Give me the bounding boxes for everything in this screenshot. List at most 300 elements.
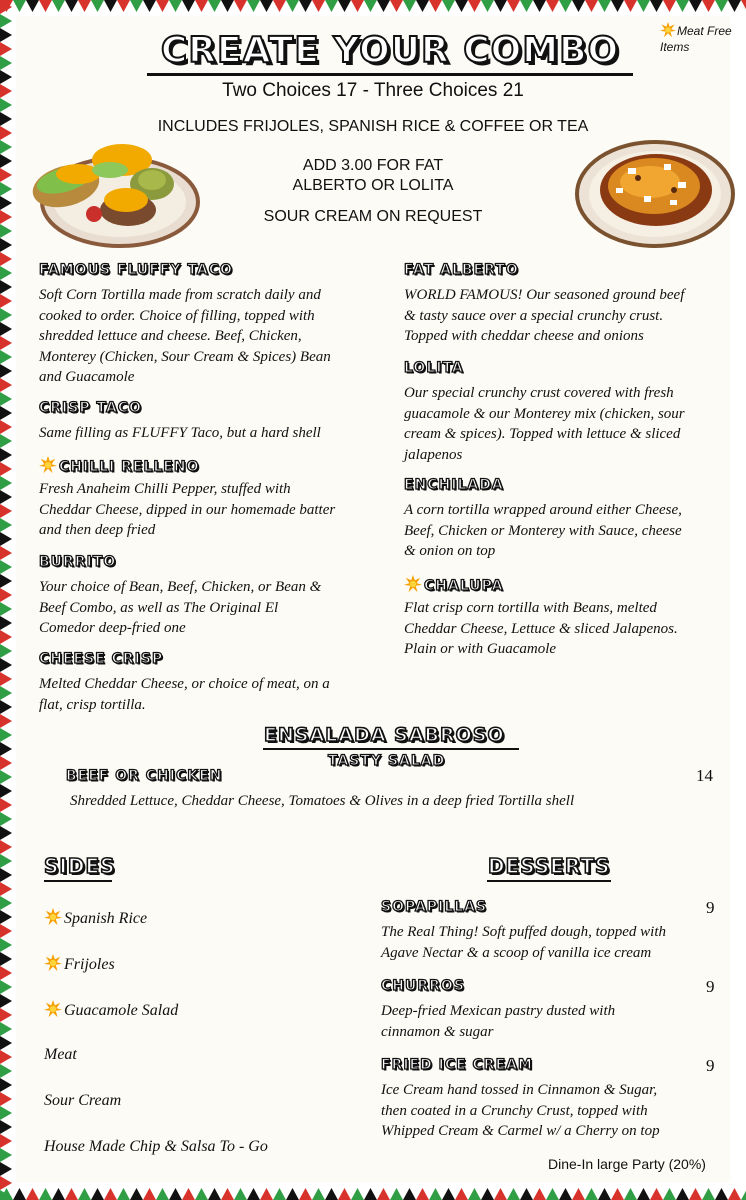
side-item-label: Meat [44, 1046, 77, 1063]
border-triangle [0, 686, 12, 700]
combo-item-name [39, 400, 142, 416]
border-triangle [260, 0, 273, 12]
border-triangle [299, 0, 312, 12]
dessert-price: 9 [706, 898, 715, 917]
border-triangle [598, 0, 611, 12]
explosion-burst-icon [44, 908, 62, 926]
border-triangle [234, 0, 247, 12]
border-triangle [0, 364, 12, 378]
border-triangle [26, 0, 39, 12]
desserts-title: DESSERTS [488, 854, 611, 878]
border-triangle [0, 14, 12, 28]
combo-item-description-line: cooked to order. Choice of filling, topped with [39, 307, 315, 324]
border-triangle [442, 0, 455, 12]
dessert-price: 9 [706, 1056, 715, 1075]
border-triangle [0, 518, 12, 532]
border-triangle [195, 1188, 208, 1200]
border-triangle [403, 1188, 416, 1200]
border-triangle [377, 1188, 390, 1200]
border-triangle [650, 0, 663, 12]
border-triangle [0, 1190, 12, 1200]
border-triangle [351, 1188, 364, 1200]
combo-item-description-line: Cheddar Cheese, dipped in our homemade batter [39, 501, 336, 518]
border-triangle [507, 0, 520, 12]
border-triangle [0, 742, 12, 756]
border-triangle [650, 1188, 663, 1200]
meat-free-legend-text: Meat Free Items [660, 24, 732, 54]
border-triangle [130, 0, 143, 12]
border-triangle [312, 0, 325, 12]
border-triangle [221, 1188, 234, 1200]
dessert-description-line: Ice Cream hand tossed in Cinnamon & Sugar, [381, 1082, 658, 1098]
combo-item-description [404, 285, 739, 347]
border-triangle [0, 266, 12, 280]
dessert-description [381, 1001, 721, 1042]
border-triangle [0, 350, 12, 364]
combo-item-name [39, 456, 200, 475]
border-triangle [741, 1188, 746, 1200]
border-triangle [0, 1162, 12, 1176]
side-item [44, 1138, 268, 1156]
border-triangle [0, 546, 12, 560]
border-triangle [104, 1188, 117, 1200]
border-triangle [65, 1188, 78, 1200]
dessert-description-line: cinnamon & sugar [381, 1023, 494, 1040]
border-triangle [390, 1188, 403, 1200]
border-triangle [0, 1120, 12, 1134]
side-item-label: Frijoles [64, 956, 115, 973]
border-triangle [468, 0, 481, 12]
border-triangle [572, 1188, 585, 1200]
combo-item-description [39, 577, 374, 639]
border-triangle [91, 1188, 104, 1200]
border-triangle [0, 588, 12, 602]
border-triangle [0, 392, 12, 406]
combo-item-name-text: BURRITO [39, 554, 117, 570]
combo-item-description [404, 598, 739, 660]
side-item [44, 1000, 178, 1020]
combo-item-name [39, 554, 116, 570]
border-triangle [364, 0, 377, 12]
border-triangle [0, 238, 12, 252]
dessert-description [381, 1080, 721, 1142]
border-triangle [234, 1188, 247, 1200]
border-triangle [546, 1188, 559, 1200]
border-triangle [663, 1188, 676, 1200]
sides-title-underline [44, 880, 112, 882]
border-triangle [78, 1188, 91, 1200]
large-party-note: Dine-In large Party (20%) [548, 1156, 706, 1172]
border-triangle [260, 1188, 273, 1200]
border-triangle [0, 672, 12, 686]
border-triangle [117, 1188, 130, 1200]
border-triangle [728, 0, 741, 12]
sour-cream-note: SOUR CREAM ON REQUEST [263, 208, 483, 225]
border-triangle [130, 1188, 143, 1200]
border-triangle [312, 1188, 325, 1200]
border-triangle [0, 812, 12, 826]
dessert-name: SOPAPILLAS [381, 899, 488, 915]
border-triangle [0, 770, 12, 784]
border-triangle [572, 0, 585, 12]
dessert-description-line: Deep-fried Mexican pastry dusted with [381, 1003, 616, 1019]
combo-item-name [404, 360, 464, 376]
border-triangle [0, 854, 12, 868]
dessert-description-line: The Real Thing! Soft puffed dough, topped with [381, 924, 666, 940]
dessert-name: CHURROS [381, 978, 465, 994]
border-triangle [0, 924, 12, 938]
border-triangle [0, 0, 12, 14]
border-triangle [0, 476, 12, 490]
border-triangle [0, 28, 12, 42]
border-triangle [0, 938, 12, 952]
border-triangle [169, 1188, 182, 1200]
combo-item-name-text: CHALUPA [424, 578, 504, 594]
border-triangle [0, 882, 12, 896]
border-triangle [0, 994, 12, 1008]
combo-item-description-line: A corn tortilla wrapped around either Cheese, [404, 502, 682, 518]
border-triangle [507, 1188, 520, 1200]
border-triangle [0, 434, 12, 448]
combo-item-name [404, 477, 504, 493]
explosion-burst-icon [404, 575, 422, 593]
border-triangle [611, 0, 624, 12]
border-triangle [0, 630, 12, 644]
border-triangle [741, 0, 746, 12]
border-triangle [0, 644, 12, 658]
border-triangle [273, 1188, 286, 1200]
combo-item-name [404, 262, 519, 278]
combo-item-description-line: Beef, Chicken or Monterey with Sauce, cheese [404, 522, 682, 539]
combo-item-name-text: FAT ALBERTO [404, 262, 519, 278]
border-triangle [494, 1188, 507, 1200]
combo-item-description-line: flat, crisp tortilla. [39, 696, 146, 713]
border-triangle [182, 0, 195, 12]
border-triangle [689, 1188, 702, 1200]
border-triangle [273, 0, 286, 12]
dessert-description-line: Agave Nectar & a scoop of vanilla ice cream [381, 944, 652, 961]
border-triangle [0, 56, 12, 70]
border-triangle [0, 1036, 12, 1050]
combo-item-name [39, 262, 233, 278]
border-triangle [351, 0, 364, 12]
side-item [44, 1046, 77, 1064]
explosion-burst-icon [44, 954, 62, 972]
combo-item-description-line: and then deep fried [39, 522, 156, 538]
border-triangle [0, 798, 12, 812]
border-triangle [416, 0, 429, 12]
border-triangle [403, 0, 416, 12]
border-triangle [520, 0, 533, 12]
side-item [44, 1092, 121, 1110]
salad-description: Shredded Lettuce, Cheddar Cheese, Tomatoes & Olives in a deep fried Tortilla shell [70, 793, 575, 809]
combo-item-description [404, 500, 739, 562]
combo-item-description-line: Fresh Anaheim Chilli Pepper, stuffed with [39, 481, 291, 497]
border-triangle [0, 756, 12, 770]
border-triangle [663, 0, 676, 12]
combo-item-description [404, 383, 739, 465]
sides-title: SIDES [44, 854, 116, 878]
border-triangle [0, 252, 12, 266]
salad-price: 14 [696, 766, 713, 785]
dessert-description-line: then coated in a Crunchy Crust, topped with [381, 1102, 648, 1119]
border-triangle [559, 1188, 572, 1200]
border-triangle [0, 280, 12, 294]
border-triangle [0, 462, 12, 476]
border-triangle [0, 504, 12, 518]
border-triangle [325, 1188, 338, 1200]
border-triangle [91, 0, 104, 12]
border-triangle [143, 0, 156, 12]
combo-item-description-line: Comedor deep-fried one [39, 620, 186, 636]
border-triangle [702, 0, 715, 12]
border-triangle [52, 1188, 65, 1200]
combo-item-description-line: Your choice of Bean, Beef, Chicken, or Bean & [39, 579, 322, 595]
side-item-label: Spanish Rice [64, 910, 148, 927]
dessert-name: FRIED ICE CREAM [381, 1057, 533, 1073]
border-triangle [0, 378, 12, 392]
border-triangle [0, 448, 12, 462]
dessert-description-line: Whipped Cream & Carmel w/ a Cherry on top [381, 1123, 660, 1139]
explosion-burst-icon [39, 456, 57, 474]
combo-item-name-text: CHEESE CRISP [39, 651, 164, 667]
border-triangle [0, 840, 12, 854]
border-triangle [533, 0, 546, 12]
border-triangle [0, 532, 12, 546]
border-triangle [689, 0, 702, 12]
border-triangle [546, 0, 559, 12]
border-triangle [299, 1188, 312, 1200]
border-triangle [286, 0, 299, 12]
border-triangle [0, 336, 12, 350]
border-triangle [0, 658, 12, 672]
border-triangle [598, 1188, 611, 1200]
combo-item-name-text: CRISP TACO [39, 400, 142, 416]
combo-item-description-line: & onion on top [404, 543, 496, 559]
salad-item-name: BEEF OR CHICKEN [66, 768, 223, 784]
combo-item-name [404, 575, 503, 594]
combo-item-description-line: guacamole & our Monterey mix (chicken, sour [404, 405, 685, 422]
combo-item-name-text: ENCHILADA [404, 477, 504, 493]
border-triangle [0, 616, 12, 630]
border-triangle [715, 0, 728, 12]
side-item-label: House Made Chip & Salsa To - Go [44, 1138, 268, 1155]
border-triangle [624, 1188, 637, 1200]
combo-item-description-line: Same filling as FLUFFY Taco, but a hard shell [39, 425, 321, 441]
border-triangle [0, 826, 12, 840]
border-triangle [143, 1188, 156, 1200]
border-triangle [156, 0, 169, 12]
salad-subtitle: TASTY SALAD [328, 753, 446, 769]
border-triangle [0, 406, 12, 420]
combo-item-description-line: Our special crunchy crust covered with fresh [404, 385, 674, 401]
combo-item-description-line: Beef Combo, as well as The Original El [39, 599, 279, 616]
salad-title: ENSALADA SABROSO [264, 724, 505, 746]
border-triangle [0, 1078, 12, 1092]
border-triangle [78, 0, 91, 12]
combo-item-description [39, 285, 374, 388]
border-triangle [0, 294, 12, 308]
border-triangle [611, 1188, 624, 1200]
border-triangle [0, 602, 12, 616]
title-underline [147, 73, 633, 76]
border-triangle [195, 0, 208, 12]
border-triangle [0, 490, 12, 504]
border-triangle [182, 1188, 195, 1200]
dessert-price: 9 [706, 977, 715, 996]
border-triangle [585, 0, 598, 12]
border-triangle [0, 980, 12, 994]
add-on-line-1: ADD 3.00 FOR FAT [302, 157, 444, 174]
border-triangle [13, 1188, 26, 1200]
combo-item-name-text: FAMOUS FLUFFY TACO [39, 262, 233, 278]
combo-item-description-line: and Guacamole [39, 369, 135, 385]
border-triangle [338, 0, 351, 12]
border-triangle [104, 0, 117, 12]
border-triangle [429, 0, 442, 12]
border-triangle [364, 1188, 377, 1200]
border-triangle [0, 952, 12, 966]
border-triangle [0, 42, 12, 56]
border-triangle [247, 0, 260, 12]
border-triangle [26, 1188, 39, 1200]
border-triangle [0, 308, 12, 322]
border-triangle [0, 1134, 12, 1148]
side-item-label: Guacamole Salad [64, 1002, 179, 1019]
combo-item-description [39, 479, 374, 541]
salad-title-underline [263, 748, 519, 750]
border-triangle [0, 966, 12, 980]
border-triangle [455, 0, 468, 12]
combo-item-description-line: Plain or with Guacamole [404, 641, 557, 657]
explosion-burst-icon [660, 22, 676, 38]
border-triangle [559, 0, 572, 12]
border-triangle [338, 1188, 351, 1200]
border-triangle [455, 1188, 468, 1200]
border-triangle [0, 910, 12, 924]
border-triangle [481, 1188, 494, 1200]
taco-plate-image [24, 130, 200, 250]
border-triangle [169, 0, 182, 12]
border-triangle [0, 868, 12, 882]
border-triangle [0, 574, 12, 588]
combo-item-description-line: jalapenos [404, 446, 463, 463]
border-triangle [533, 1188, 546, 1200]
border-triangle [156, 1188, 169, 1200]
dessert-description [381, 922, 721, 963]
border-triangle [702, 1188, 715, 1200]
border-triangle [429, 1188, 442, 1200]
border-triangle [676, 1188, 689, 1200]
border-triangle [0, 1106, 12, 1120]
combo-item-description-line: Cheddar Cheese, Lettuce & sliced Jalapenos. [404, 620, 678, 637]
border-bottom-pattern [0, 1186, 746, 1200]
border-triangle [13, 0, 26, 12]
border-triangle [65, 0, 78, 12]
border-triangle [0, 1092, 12, 1106]
border-triangle [0, 1064, 12, 1078]
border-triangle [715, 1188, 728, 1200]
combo-item-description-line: Soft Corn Tortilla made from scratch daily and [39, 287, 321, 303]
border-triangle [676, 0, 689, 12]
border-top-pattern [0, 0, 746, 14]
border-triangle [208, 1188, 221, 1200]
border-triangle [221, 0, 234, 12]
border-triangle [0, 1176, 12, 1190]
border-triangle [585, 1188, 598, 1200]
border-triangle [0, 784, 12, 798]
combo-item-description-line: cream & spices). Topped with lettuce & sliced [404, 426, 681, 442]
border-triangle [52, 0, 65, 12]
border-triangle [0, 224, 12, 238]
border-triangle [0, 1008, 12, 1022]
border-triangle [325, 0, 338, 12]
page-title: CREATE YOUR COMBO [160, 30, 620, 71]
border-triangle [0, 420, 12, 434]
border-triangle [494, 0, 507, 12]
explosion-burst-icon [44, 1000, 62, 1018]
combo-item-description-line: Topped with cheddar cheese and onions [404, 328, 644, 344]
border-triangle [390, 0, 403, 12]
combo-item-description-line: shredded lettuce and cheese. Beef, Chicken, [39, 328, 302, 344]
border-triangle [247, 1188, 260, 1200]
border-triangle [0, 714, 12, 728]
combo-item-description-line: Flat crisp corn tortilla with Beans, melted [404, 600, 657, 616]
border-triangle [39, 0, 52, 12]
fat-alberto-plate-image [574, 138, 736, 250]
border-triangle [0, 1148, 12, 1162]
combo-item-name [39, 651, 163, 667]
border-triangle [728, 1188, 741, 1200]
combo-item-description-line: WORLD FAMOUS! Our seasoned ground beef [404, 287, 685, 303]
border-triangle [0, 700, 12, 714]
combo-item-description [39, 423, 374, 444]
add-on-line-2: ALBERTO OR LOLITA [292, 177, 454, 194]
desserts-title-underline [487, 880, 611, 882]
border-triangle [481, 0, 494, 12]
border-triangle [0, 1022, 12, 1036]
border-triangle [468, 1188, 481, 1200]
border-triangle [286, 1188, 299, 1200]
border-triangle [0, 322, 12, 336]
meat-free-legend [660, 22, 740, 55]
combo-item-description-line: Monterey (Chicken, Sour Cream & Spices) Bean [39, 348, 331, 365]
border-triangle [208, 0, 221, 12]
side-item-label: Sour Cream [44, 1092, 122, 1109]
border-triangle [520, 1188, 533, 1200]
combo-item-description-line: Melted Cheddar Cheese, or choice of meat, on a [39, 676, 330, 692]
border-triangle [442, 1188, 455, 1200]
border-triangle [637, 1188, 650, 1200]
border-triangle [377, 0, 390, 12]
combo-item-description-line: & tasty sauce over a special crunchy crust. [404, 307, 664, 324]
side-item [44, 908, 147, 928]
includes-line: INCLUDES FRIJOLES, SPANISH RICE & COFFEE OR TEA [157, 118, 589, 135]
border-triangle [39, 1188, 52, 1200]
border-triangle [416, 1188, 429, 1200]
border-triangle [0, 896, 12, 910]
border-triangle [0, 728, 12, 742]
pricing-line: Two Choices 17 - Three Choices 21 [222, 80, 524, 101]
border-triangle [0, 140, 12, 154]
border-triangle [0, 1050, 12, 1064]
combo-item-name-text: CHILLI RELLENO [59, 459, 200, 475]
combo-item-description [39, 674, 374, 715]
border-triangle [637, 0, 650, 12]
side-item [44, 954, 115, 974]
border-triangle [117, 0, 130, 12]
combo-item-name-text: LOLITA [404, 360, 464, 376]
